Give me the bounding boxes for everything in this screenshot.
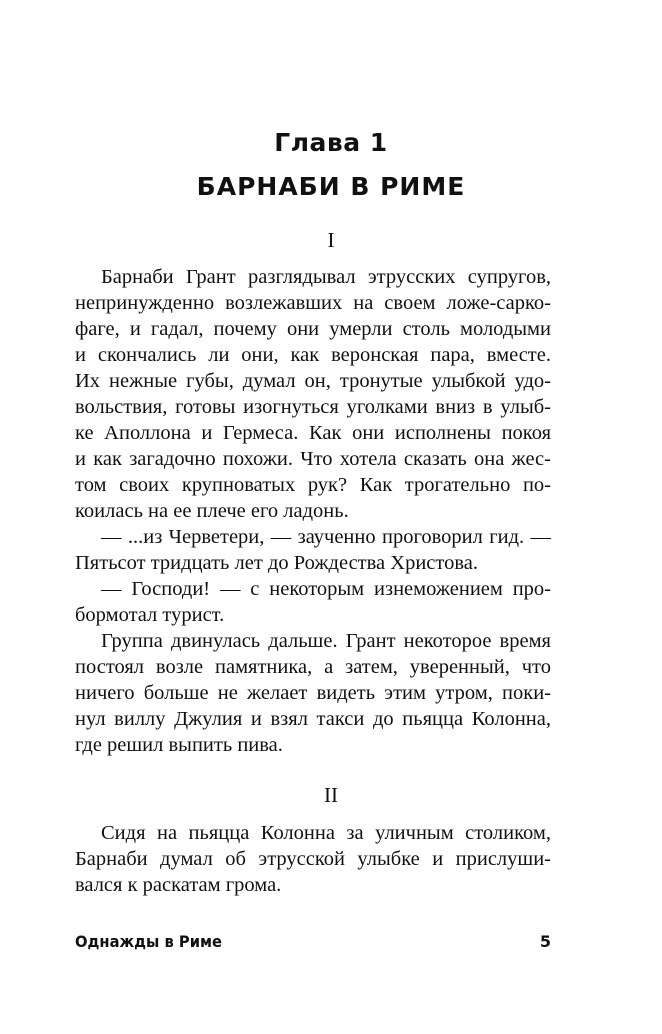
section-1-text [75,264,551,758]
text-line: — Господи! — с некоторым изнеможением про- [101,578,551,600]
text-line: нул виллу Джулия и взял такси до пьяцца Колонна, [75,708,551,730]
text-line: и как загадочно похожи. Что хотела сказать она жес- [75,448,551,470]
text-line: вольствия, готовы изогнуться уголками вниз в улыб- [75,396,551,418]
section-number-1: I [327,228,335,252]
text-line: вался к раскатам грома. [75,874,282,896]
text-line: Пятьсот тридцать лет до Рождества Христова. [75,552,478,574]
text-line: и скончались ли они, как веронская пара, вместе. [75,344,551,366]
text-line: ничего больше не желает видеть этим утром, поки- [75,682,551,704]
section-2-text [75,820,551,898]
text-line: том своих крупноватых рук? Как трогательно по- [75,474,551,496]
text-line: Барнаби Грант разглядывал этрусских супругов, [101,266,551,288]
text-line: Барнаби думал об этрусской улыбке и прислуши- [75,848,551,870]
text-line: непринужденно возлежавших на своем ложе-сарко- [75,292,551,314]
text-line: Группа двинулась дальше. Грант некоторое время [101,630,551,652]
text-line: бормотал турист. [75,604,225,626]
text-line: Их нежные губы, думал он, тронутые улыбкой удо- [75,370,551,392]
chapter-label: Глава 1 [274,128,388,157]
text-line: фаге, и гадал, почему они умерли столь молодыми [75,318,551,340]
text-line: постоял возле памятника, а затем, уверенный, что [75,656,551,678]
page-number: 5 [539,932,551,951]
chapter-title: БАРНАБИ В РИМЕ [196,172,466,201]
text-line: где решил выпить пива. [75,734,283,756]
section-number-2: II [324,783,338,807]
text-line: коилась на ее плече его ладонь. [75,500,349,522]
text-line: — ...из Черветери, — заученно проговорил гид. — [101,526,551,548]
text-line: ке Аполлона и Гермеса. Как они исполнены покоя [75,422,551,444]
running-footer-title: Однажды в Риме [75,932,223,951]
text-line: Сидя на пьяцца Колонна за уличным столиком, [101,822,551,844]
